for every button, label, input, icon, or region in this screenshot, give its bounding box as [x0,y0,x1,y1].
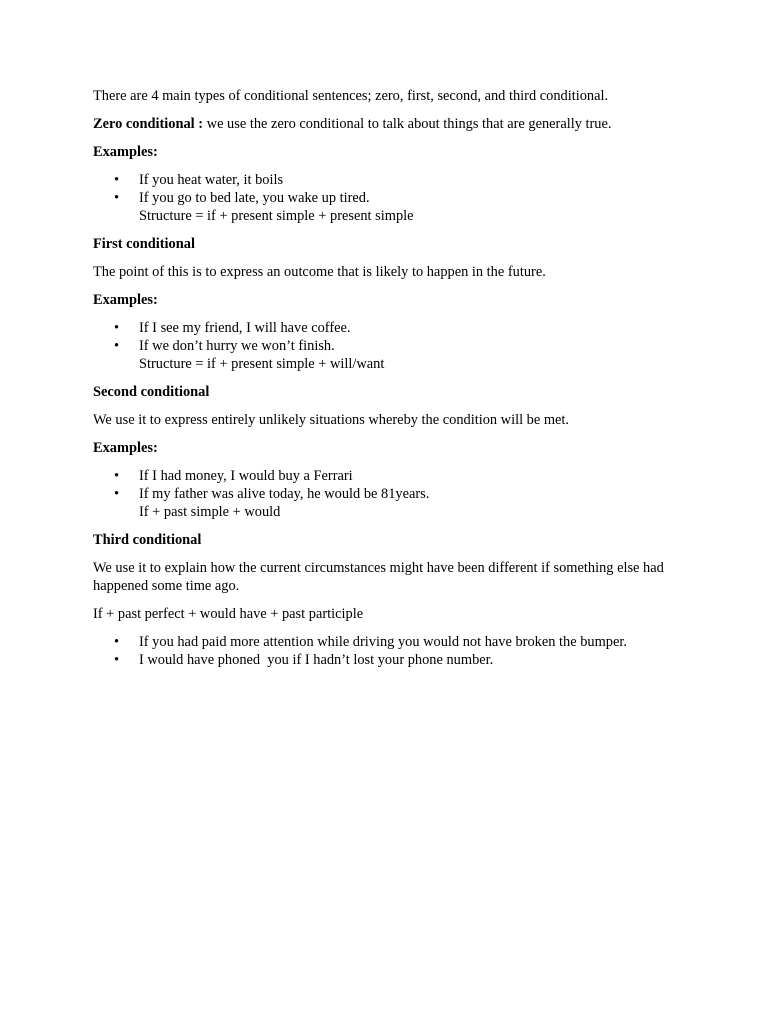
zero-structure: Structure = if + present simple + present simple [139,208,414,224]
third-conditional-heading: Third conditional [93,532,202,548]
list-item: • I would have phoned you if I hadn’t lost your phone number. [114,652,494,668]
bullet-icon: • [114,468,120,484]
zero-conditional-heading: Zero conditional : [93,116,204,132]
document-body [93,87,683,679]
zero-examples-label: Examples: [93,144,158,160]
list-item: • If I see my friend, I will have coffee. [114,320,351,336]
list-item: • If you heat water, it boils [114,172,284,188]
first-examples-list [93,319,683,373]
zero-conditional-description: we use the zero conditional to talk about things that are generally true. [203,116,612,132]
bullet-icon: • [114,338,120,354]
bullet-icon: • [114,320,120,336]
second-conditional-heading: Second conditional [93,384,210,400]
bullet-icon: • [114,634,120,650]
bullet-icon: • [114,172,120,188]
third-conditional-description: We use it to explain how the current circumstances might have been different if something else had happened some time ago. [93,560,664,594]
first-examples-label: Examples: [93,292,158,308]
bullet-icon: • [114,190,120,206]
second-examples-label: Examples: [93,440,158,456]
list-item: • If you go to bed late, you wake up tired. [114,190,370,206]
second-structure: If + past simple + would [139,504,281,520]
third-structure: If + past perfect + would have + past participle [93,606,364,622]
list-item: • If my father was alive today, he would be 81years. [114,486,430,502]
bullet-icon: • [114,486,120,502]
zero-examples-list [93,171,683,225]
list-item: • If I had money, I would buy a Ferrari [114,468,353,484]
first-conditional-description: The point of this is to express an outcome that is likely to happen in the future. [93,264,546,280]
list-item: • If you had paid more attention while driving you would not have broken the bumper. [114,634,627,650]
first-conditional-heading: First conditional [93,236,195,252]
first-structure: Structure = if + present simple + will/want [139,356,385,372]
second-examples-list [93,467,683,521]
intro-paragraph: There are 4 main types of conditional sentences; zero, first, second, and third conditional. [93,88,609,104]
second-conditional-description: We use it to express entirely unlikely situations whereby the condition will be met. [93,412,570,428]
list-item: • If we don’t hurry we won’t finish. [114,338,335,354]
third-examples-list [93,633,683,669]
bullet-icon: • [114,652,120,668]
zero-conditional-paragraph [93,115,683,133]
